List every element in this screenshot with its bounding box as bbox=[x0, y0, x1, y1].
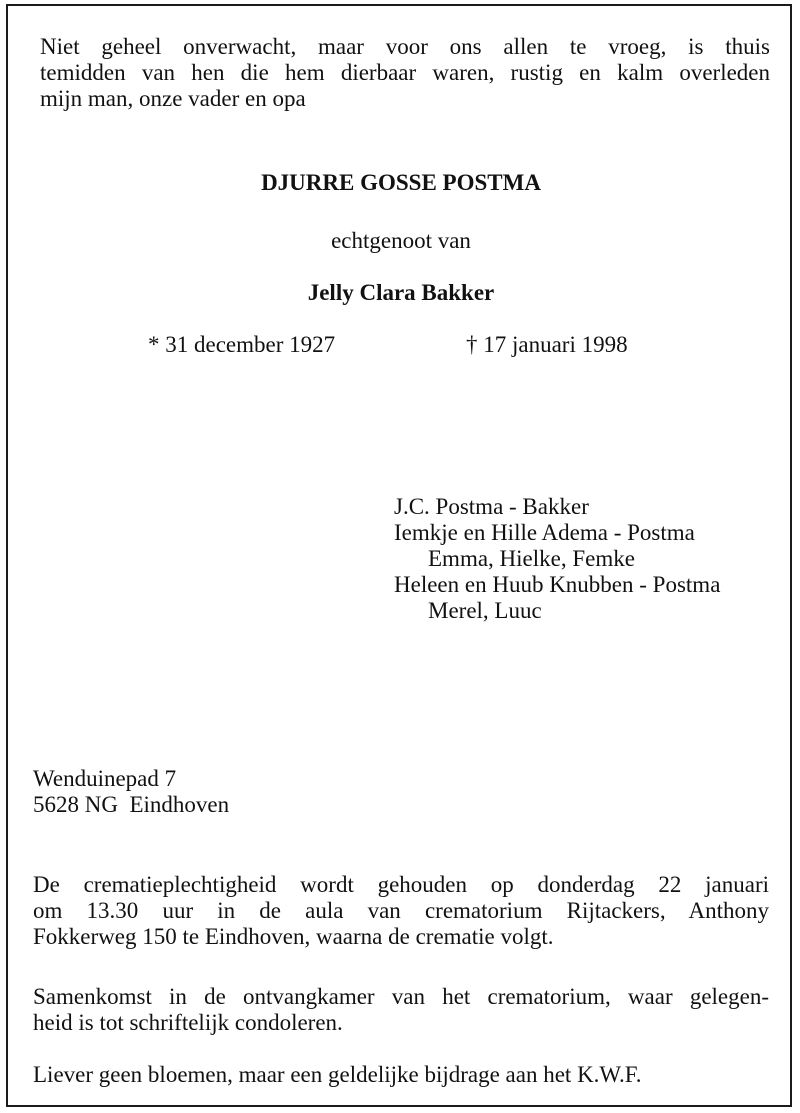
family-line-1: J.C. Postma - Bakker bbox=[394, 494, 589, 519]
death-date: † 17 januari 1998 bbox=[466, 332, 628, 357]
spouse-name: Jelly Clara Bakker bbox=[307, 280, 495, 305]
ceremony-line-3: Fokkerweg 150 te Eindhoven, waarna de crematie volgt. bbox=[33, 924, 554, 949]
address-street: Wenduinepad 7 bbox=[33, 766, 177, 791]
intro-line-2: temidden van hen die hem dierbaar waren, rustig en kalm overleden bbox=[40, 60, 770, 85]
address-city: 5628 NG Eindhoven bbox=[33, 792, 230, 817]
gathering-line-2: heid is tot schriftelijk condoleren. bbox=[33, 1010, 343, 1035]
deceased-name: DJURRE GOSSE POSTMA bbox=[261, 170, 541, 195]
ceremony-line-2: om 13.30 uur in de aula van crematorium Rijtackers, Anthony bbox=[33, 898, 769, 923]
flowers-note: Liever geen bloemen, maar een geldelijke bijdrage aan het K.W.F. bbox=[33, 1062, 642, 1087]
family-line-5: Merel, Luuc bbox=[428, 598, 542, 623]
intro-line-3: mijn man, onze vader en opa bbox=[40, 86, 306, 111]
ceremony-line-1: De crematieplechtigheid wordt gehouden op donderdag 22 januari bbox=[33, 872, 769, 897]
relation-text: echtgenoot van bbox=[331, 228, 471, 253]
intro-line-1: Niet geheel onverwacht, maar voor ons allen te vroeg, is thuis bbox=[40, 34, 770, 59]
family-line-3: Emma, Hielke, Femke bbox=[428, 546, 635, 571]
announcement-border bbox=[6, 4, 792, 1107]
gathering-line-1: Samenkomst in de ontvangkamer van het crematorium, waar gelegen- bbox=[33, 984, 769, 1009]
family-line-4: Heleen en Huub Knubben - Postma bbox=[394, 572, 721, 597]
family-line-2: Iemkje en Hille Adema - Postma bbox=[394, 520, 695, 545]
birth-date: * 31 december 1927 bbox=[148, 332, 336, 357]
